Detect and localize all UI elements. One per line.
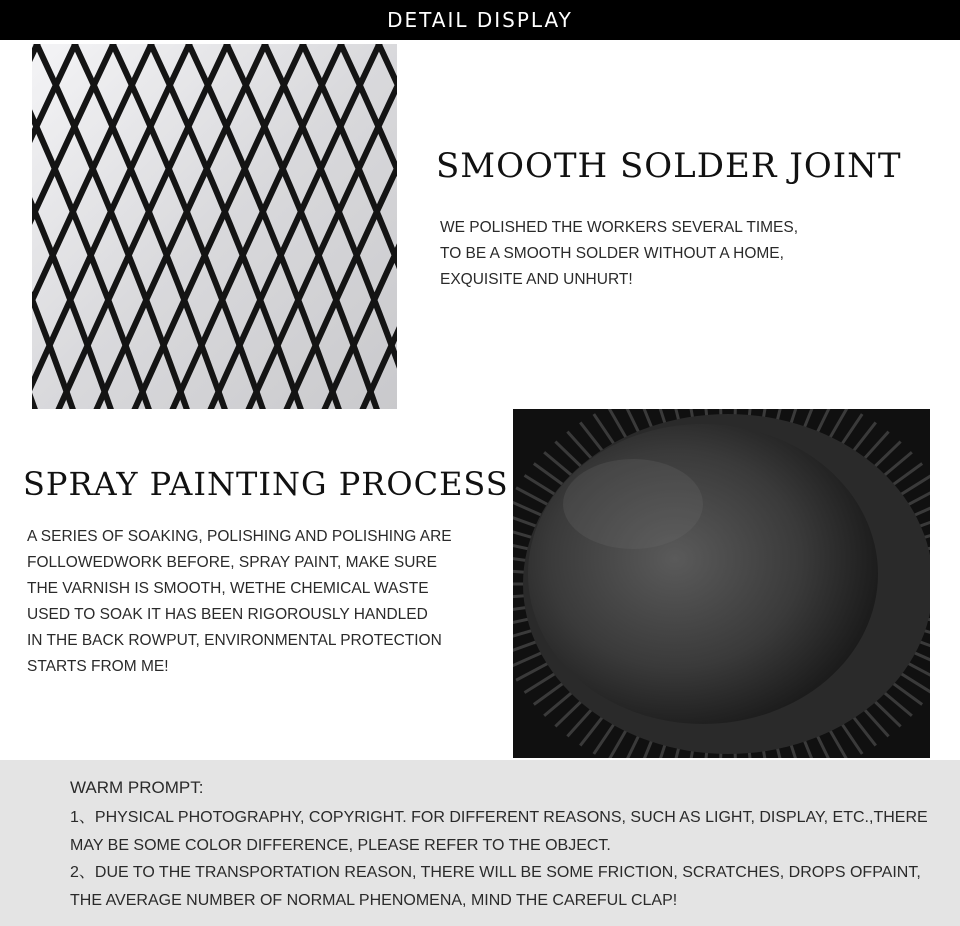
- solder-joint-title: SMOOTH SOLDER JOINT: [436, 146, 902, 186]
- spray-painting-line: USED TO SOAK IT HAS BEEN RIGOROUSLY HANDLED: [27, 606, 428, 623]
- spray-painting-text: [27, 524, 452, 680]
- warm-prompt-text: [70, 804, 928, 914]
- solder-joint-text: [440, 215, 798, 293]
- painted-bowl-photo: [513, 409, 930, 758]
- warm-prompt-line: MAY BE SOME COLOR DIFFERENCE, PLEASE REFER TO THE OBJECT.: [70, 836, 611, 854]
- solder-joint-line: EXQUISITE AND UNHURT!: [440, 271, 633, 288]
- spray-painting-line: A SERIES OF SOAKING, POLISHING AND POLISHING ARE: [27, 528, 452, 545]
- warm-prompt-title: WARM PROMPT:: [70, 778, 204, 797]
- header-bar: [0, 0, 960, 40]
- warm-prompt-box: [0, 760, 960, 926]
- spray-painting-title: SPRAY PAINTING PROCESS: [23, 465, 509, 503]
- warm-prompt-line: 2、DUE TO THE TRANSPORTATION REASON, THERE WILL BE SOME FRICTION, SCRATCHES, DROPS OFPAINT,: [70, 864, 921, 881]
- warm-prompt-line: 1、PHYSICAL PHOTOGRAPHY, COPYRIGHT. FOR DIFFERENT REASONS, SUCH AS LIGHT, DISPLAY, ETC.,THERE: [70, 809, 928, 826]
- spray-painting-line: IN THE BACK ROWPUT, ENVIRONMENTAL PROTECTION: [27, 632, 442, 649]
- spray-painting-line: THE VARNISH IS SMOOTH, WETHE CHEMICAL WASTE: [27, 580, 429, 597]
- wire-mesh-photo: [32, 44, 397, 409]
- spray-painting-line: FOLLOWEDWORK BEFORE, SPRAY PAINT, MAKE SURE: [27, 554, 437, 571]
- solder-joint-line: TO BE A SMOOTH SOLDER WITHOUT A HOME,: [440, 245, 784, 262]
- page-title: DETAIL DISPLAY: [387, 8, 573, 32]
- spray-painting-line: STARTS FROM ME!: [27, 658, 169, 675]
- solder-joint-line: WE POLISHED THE WORKERS SEVERAL TIMES,: [440, 219, 799, 236]
- warm-prompt-line: THE AVERAGE NUMBER OF NORMAL PHENOMENA, MIND THE CAREFUL CLAP!: [70, 891, 678, 909]
